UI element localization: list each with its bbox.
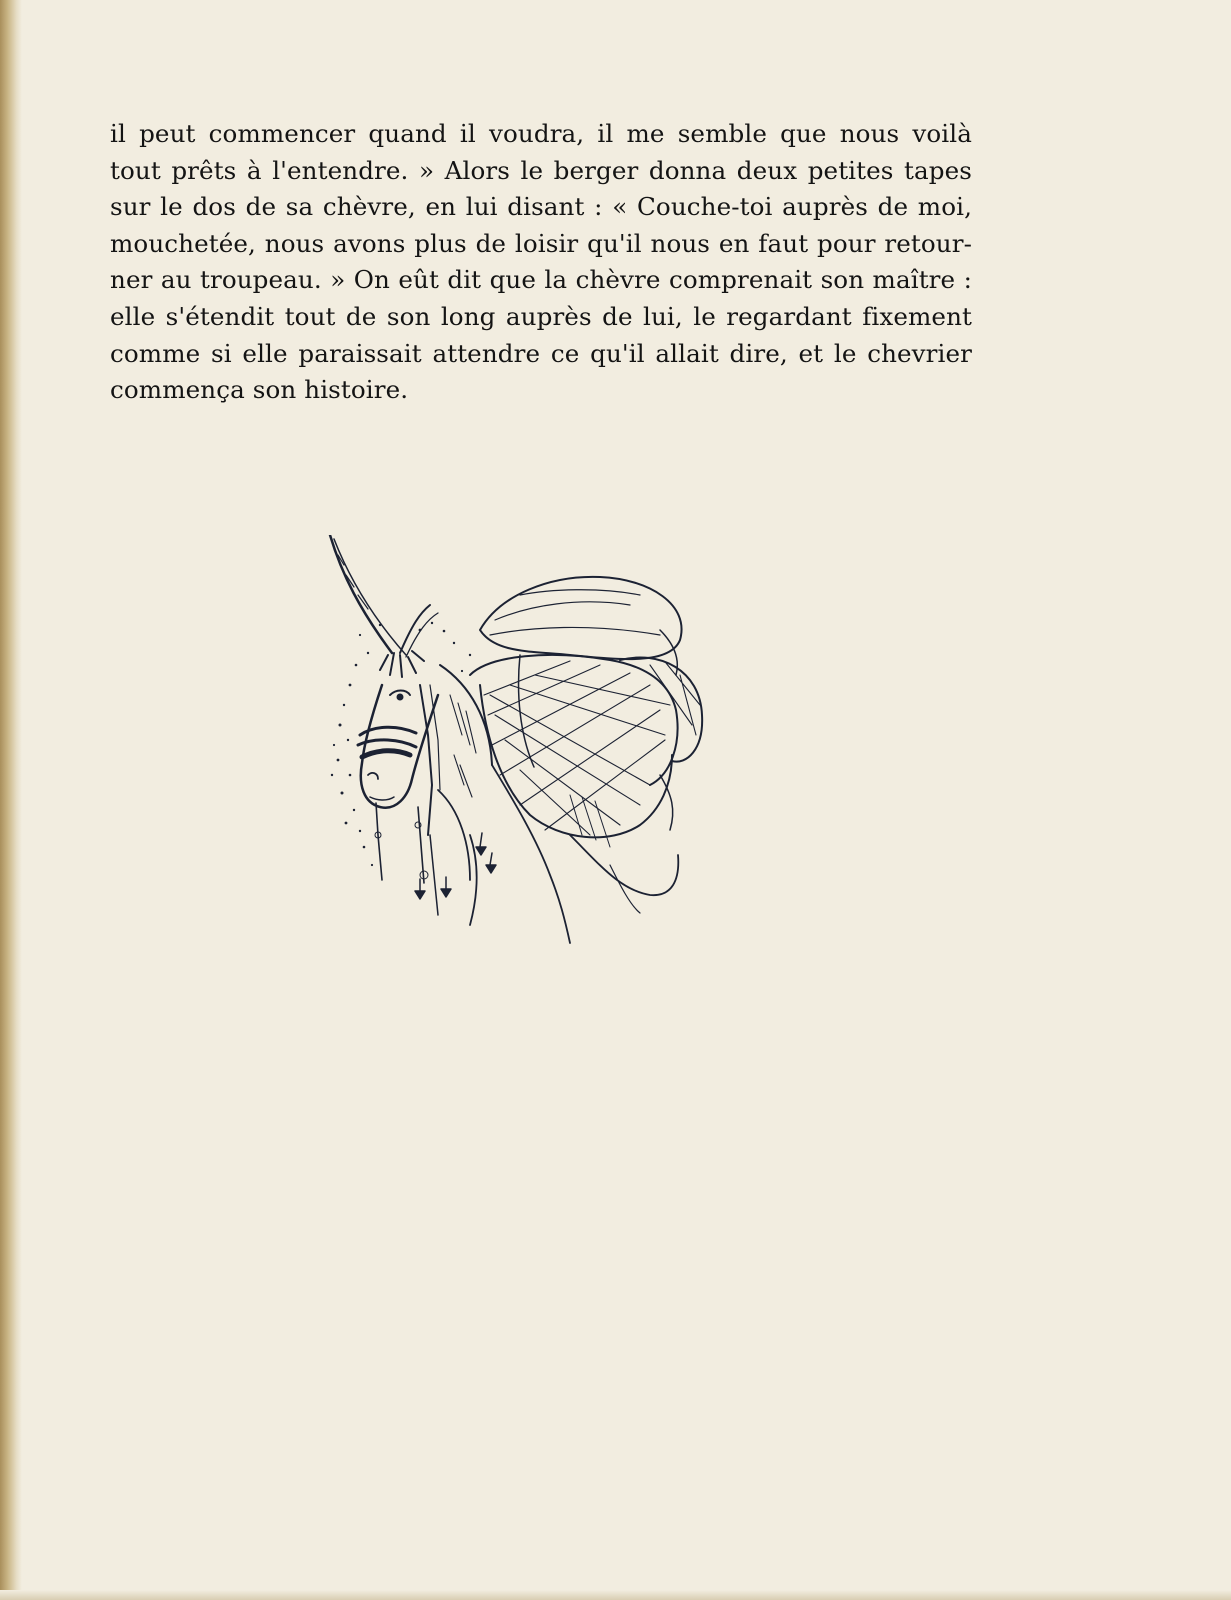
paragraph-line-5: ner au troupeau. » On eût dit que la chèvre comprenait son maître : bbox=[110, 265, 972, 295]
page-gutter bbox=[0, 0, 22, 1600]
paragraph-line-3: sur le dos de sa chèvre, en lui disant : « Couche-toi auprès de moi, bbox=[110, 192, 972, 222]
paragraph-line-8: commença son histoire. bbox=[110, 375, 409, 405]
paragraph-line-2: tout prêts à l'entendre. » Alors le berger donna deux petites tapes bbox=[110, 155, 972, 185]
paragraph bbox=[110, 116, 972, 409]
page-bottom-edge bbox=[0, 1590, 1231, 1600]
paragraph-line-6: elle s'étendit tout de son long auprès de lui, le regardant fixement bbox=[110, 301, 972, 331]
paragraph-line-7: comme si elle paraissait attendre ce qu'il allait dire, et le chevrier bbox=[110, 338, 972, 368]
donkey-with-pack-icon bbox=[320, 535, 740, 945]
paragraph-line-1: il peut commencer quand il voudra, il me semble que nous voilà bbox=[110, 119, 972, 148]
paragraph-line-4: mouchetée, nous avons plus de loisir qu'il nous en faut pour retour- bbox=[110, 228, 972, 258]
